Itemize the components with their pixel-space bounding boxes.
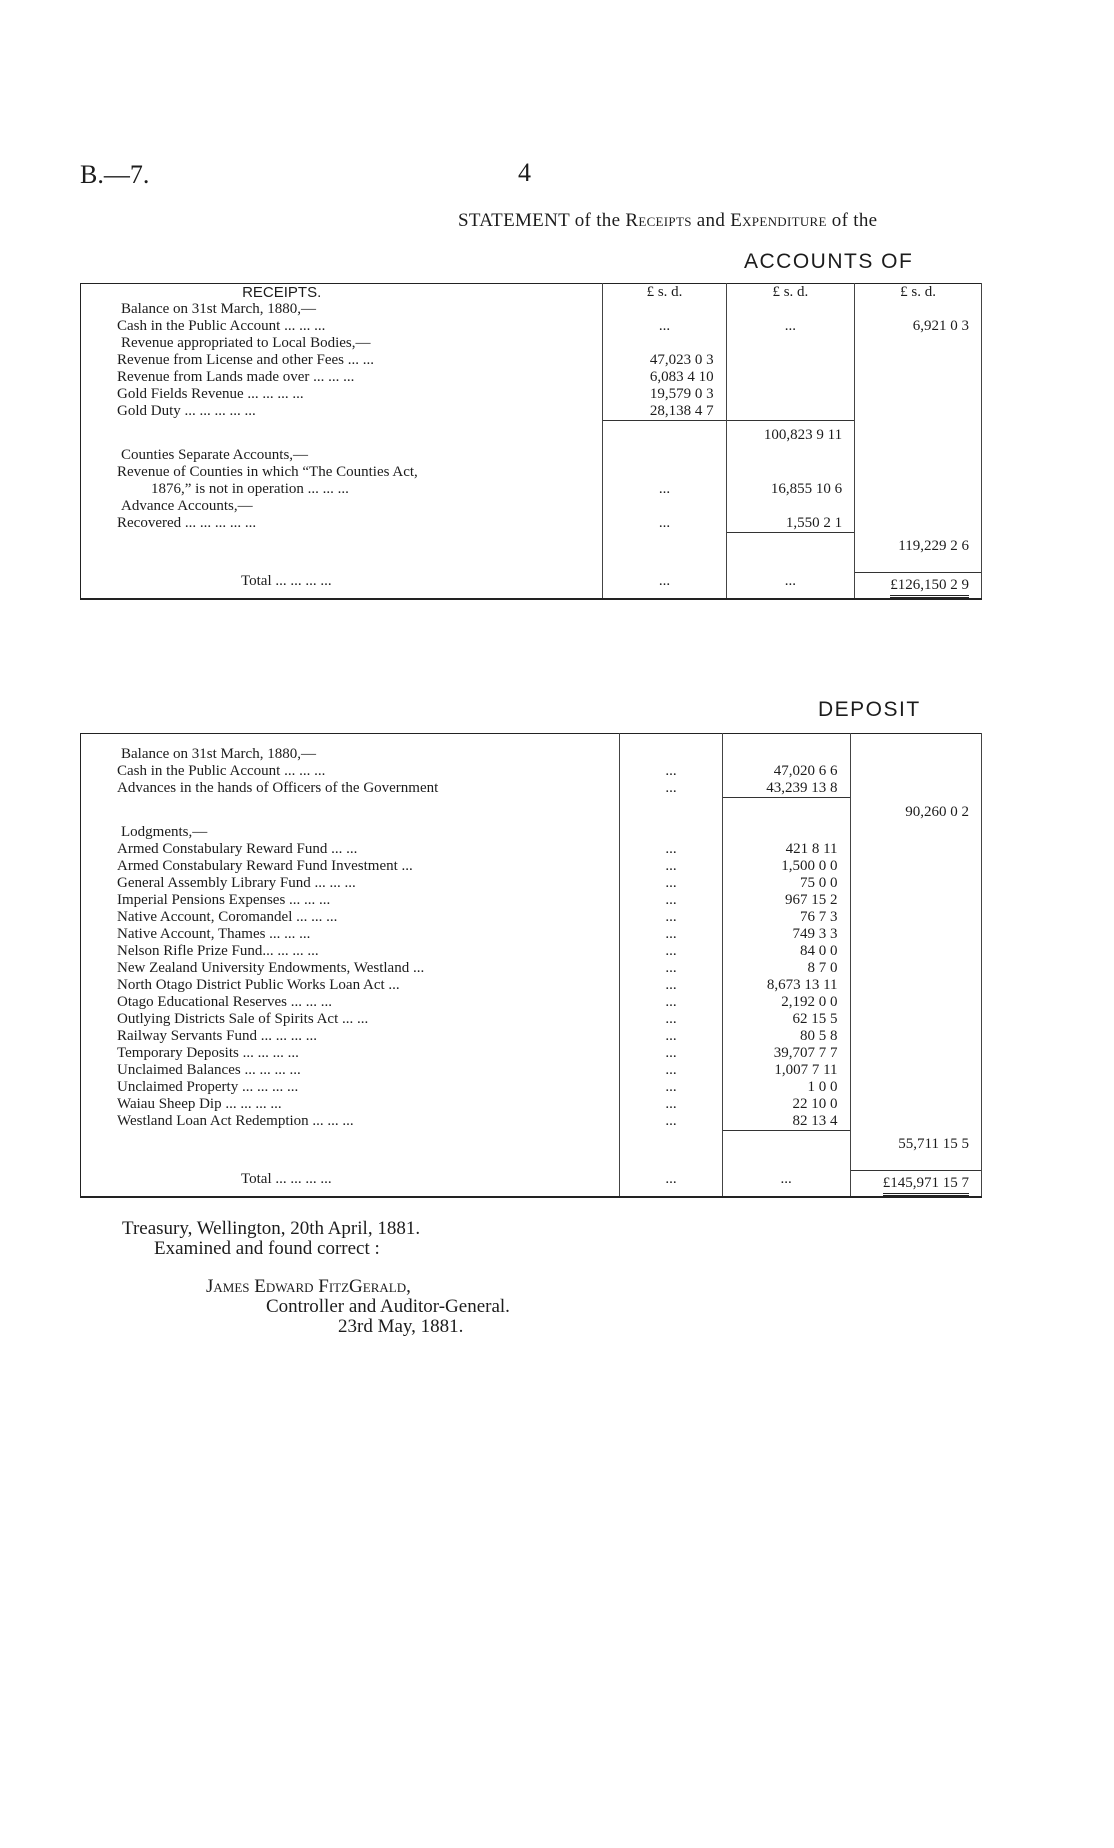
row-label: Westland Loan Act Redemption ... ... ... [81, 1113, 620, 1131]
row-value-2: 16,855 10 6 [726, 481, 854, 498]
spacer-row [81, 558, 982, 573]
row-value-2 [726, 498, 854, 515]
row-value-2: ... [726, 318, 854, 335]
grand-total-cell [850, 1171, 981, 1198]
row-label: Revenue appropriated to Local Bodies,— [81, 335, 603, 352]
table-row [81, 421, 982, 447]
total-value-2: ... [722, 1171, 850, 1198]
row-value-3 [850, 1079, 981, 1096]
row-value-3 [850, 824, 981, 841]
row-value-3: 119,229 2 6 [855, 532, 982, 558]
row-value-3 [855, 498, 982, 515]
page-number: 4 [518, 158, 531, 187]
row-value-3 [855, 481, 982, 498]
row-value-2: 8,673 13 11 [722, 977, 850, 994]
deposit-title: DEPOSIT [818, 698, 921, 721]
row-value-1: ... [620, 780, 722, 798]
row-value-3 [850, 977, 981, 994]
table-row [81, 926, 982, 943]
row-label: Revenue from License and other Fees ... ... [81, 352, 603, 369]
row-value-1: ... [620, 875, 722, 892]
total-row [81, 573, 982, 600]
table-row [81, 481, 982, 498]
row-label: North Otago District Public Works Loan Act ... [81, 977, 620, 994]
table-row [81, 824, 982, 841]
row-value-3 [855, 447, 982, 464]
table-row [81, 875, 982, 892]
row-value-1: ... [620, 1062, 722, 1079]
table-row [81, 1028, 982, 1045]
row-value-2: 76 7 3 [722, 909, 850, 926]
row-label: Native Account, Thames ... ... ... [81, 926, 620, 943]
row-label: General Assembly Library Fund ... ... ... [81, 875, 620, 892]
row-value-3 [850, 909, 981, 926]
row-value-1 [620, 1130, 722, 1156]
table-row [81, 892, 982, 909]
table-row [81, 909, 982, 926]
row-value-2 [726, 301, 854, 318]
row-label: Outlying Districts Sale of Spirits Act ... ... [81, 1011, 620, 1028]
receipts-column-header: RECEIPTS. [81, 284, 603, 302]
row-value-2: 967 15 2 [722, 892, 850, 909]
row-value-2: 84 0 0 [722, 943, 850, 960]
row-value-3 [855, 515, 982, 533]
table-row [81, 746, 982, 763]
row-value-3 [850, 1028, 981, 1045]
total-value-2: ... [726, 573, 854, 600]
row-value-1 [620, 824, 722, 841]
statement-prefix: STATEMENT of the [458, 210, 621, 231]
row-label: Imperial Pensions Expenses ... ... ... [81, 892, 620, 909]
row-value-1: ... [620, 943, 722, 960]
table-row [81, 1045, 982, 1062]
row-value-1 [603, 301, 726, 318]
row-value-3 [850, 960, 981, 977]
row-value-2 [726, 386, 854, 403]
table-row [81, 352, 982, 369]
footer-signed-date: 23rd May, 1881. [338, 1316, 464, 1337]
grand-total-cell [855, 573, 982, 600]
row-label: Armed Constabulary Reward Fund Investment ... [81, 858, 620, 875]
row-label: Recovered ... ... ... ... ... [81, 515, 603, 533]
row-value-2 [722, 824, 850, 841]
row-value-2 [726, 464, 854, 481]
table-row [81, 1113, 982, 1131]
row-value-1: ... [620, 892, 722, 909]
row-value-1: ... [603, 515, 726, 533]
table-row [81, 798, 982, 824]
row-value-2: 80 5 8 [722, 1028, 850, 1045]
row-value-1: ... [603, 318, 726, 335]
row-value-1: ... [620, 858, 722, 875]
row-value-1 [603, 335, 726, 352]
row-value-1: ... [620, 1028, 722, 1045]
row-value-2 [726, 369, 854, 386]
row-value-2: 8 7 0 [722, 960, 850, 977]
table-row [81, 532, 982, 558]
row-value-1: ... [620, 1113, 722, 1131]
unit-header-1: £ s. d. [603, 284, 726, 302]
row-value-1: ... [620, 841, 722, 858]
row-value-1: ... [620, 1096, 722, 1113]
row-value-3 [850, 746, 981, 763]
spacer-row [81, 1156, 982, 1171]
row-value-3 [850, 892, 981, 909]
row-label: Balance on 31st March, 1880,— [81, 746, 620, 763]
table-row [81, 301, 982, 318]
total-label: Total ... ... ... ... [81, 573, 603, 600]
table-row [81, 1130, 982, 1156]
row-value-1: ... [620, 960, 722, 977]
row-value-3 [855, 369, 982, 386]
table-row [81, 858, 982, 875]
row-value-2: 1,550 2 1 [726, 515, 854, 533]
row-value-2: 421 8 11 [722, 841, 850, 858]
table-row [81, 1062, 982, 1079]
row-label: Otago Educational Reserves ... ... ... [81, 994, 620, 1011]
table-row [81, 447, 982, 464]
footer-place-date: Treasury, Wellington, 20th April, 1881. [122, 1218, 421, 1239]
table-row [81, 841, 982, 858]
table-row [81, 318, 982, 335]
row-label [81, 798, 620, 824]
row-label: Revenue from Lands made over ... ... ... [81, 369, 603, 386]
row-value-3 [850, 1062, 981, 1079]
row-value-1: ... [620, 977, 722, 994]
row-value-2: 62 15 5 [722, 1011, 850, 1028]
row-value-1: ... [620, 763, 722, 780]
row-value-1 [603, 498, 726, 515]
row-value-2 [722, 746, 850, 763]
row-value-3 [850, 841, 981, 858]
row-label: Native Account, Coromandel ... ... ... [81, 909, 620, 926]
row-value-3 [850, 926, 981, 943]
row-value-1: ... [603, 481, 726, 498]
footer-examined: Examined and found correct : [154, 1238, 380, 1259]
table-row [81, 369, 982, 386]
table-row [81, 1079, 982, 1096]
row-label: New Zealand University Endowments, Westland ... [81, 960, 620, 977]
deposit-table [80, 733, 982, 1198]
footer-signatory-title: Controller and Auditor-General. [266, 1296, 510, 1317]
footer-signatory: James Edward FitzGerald, [206, 1276, 411, 1297]
row-value-2: 39,707 7 7 [722, 1045, 850, 1062]
total-value-1: ... [603, 573, 726, 600]
row-label [81, 421, 603, 447]
row-value-3 [850, 994, 981, 1011]
grand-total-value: £126,150 2 9 [890, 577, 969, 598]
row-label: 1876,” is not in operation ... ... ... [81, 481, 603, 498]
row-value-1: 47,023 0 3 [603, 352, 726, 369]
row-value-2: 2,192 0 0 [722, 994, 850, 1011]
row-label: Advance Accounts,— [81, 498, 603, 515]
row-value-2: 1,007 7 11 [722, 1062, 850, 1079]
row-value-3 [850, 1096, 981, 1113]
row-label: Counties Separate Accounts,— [81, 447, 603, 464]
row-value-3 [855, 335, 982, 352]
table-row [81, 780, 982, 798]
row-label: Gold Fields Revenue ... ... ... ... [81, 386, 603, 403]
statement-receipts: Receipts [625, 210, 692, 231]
row-value-3 [850, 1113, 981, 1131]
spacer-row [81, 734, 982, 747]
row-value-1 [603, 464, 726, 481]
column-header-row [81, 284, 982, 302]
row-value-3 [855, 421, 982, 447]
row-value-3 [855, 464, 982, 481]
total-row [81, 1171, 982, 1198]
row-value-3: 6,921 0 3 [855, 318, 982, 335]
row-value-2 [726, 447, 854, 464]
row-value-1: 6,083 4 10 [603, 369, 726, 386]
row-label: Temporary Deposits ... ... ... ... [81, 1045, 620, 1062]
row-value-2: 47,020 6 6 [722, 763, 850, 780]
document-reference: B.—7. [80, 160, 150, 189]
table-row [81, 498, 982, 515]
row-value-2: 22 10 0 [722, 1096, 850, 1113]
row-value-1: 28,138 4 7 [603, 403, 726, 421]
row-label: Nelson Rifle Prize Fund... ... ... ... [81, 943, 620, 960]
table-row [81, 960, 982, 977]
statement-and: and [696, 210, 726, 231]
row-value-3 [850, 858, 981, 875]
row-value-1: ... [620, 994, 722, 1011]
row-value-3 [850, 780, 981, 798]
row-value-3 [855, 352, 982, 369]
grand-total-value: £145,971 15 7 [883, 1175, 969, 1196]
row-value-2 [726, 403, 854, 421]
unit-header-3: £ s. d. [855, 284, 982, 302]
row-label: Cash in the Public Account ... ... ... [81, 763, 620, 780]
row-value-1 [603, 532, 726, 558]
row-label: Unclaimed Balances ... ... ... ... [81, 1062, 620, 1079]
total-label: Total ... ... ... ... [81, 1171, 620, 1198]
row-value-2: 82 13 4 [722, 1113, 850, 1131]
row-label: Lodgments,— [81, 824, 620, 841]
row-value-3: 55,711 15 5 [850, 1130, 981, 1156]
row-value-2 [722, 798, 850, 824]
row-value-1: ... [620, 1011, 722, 1028]
row-label: Waiau Sheep Dip ... ... ... ... [81, 1096, 620, 1113]
row-value-2 [726, 532, 854, 558]
table-row [81, 943, 982, 960]
table-row [81, 1096, 982, 1113]
row-label: Railway Servants Fund ... ... ... ... [81, 1028, 620, 1045]
row-value-1: ... [620, 1079, 722, 1096]
total-value-1: ... [620, 1171, 722, 1198]
row-value-2 [722, 1130, 850, 1156]
row-value-1: 19,579 0 3 [603, 386, 726, 403]
row-value-3 [850, 1011, 981, 1028]
row-value-3: 90,260 0 2 [850, 798, 981, 824]
row-value-3 [850, 1045, 981, 1062]
accounts-table [80, 283, 982, 600]
row-value-3 [855, 301, 982, 318]
row-label: Cash in the Public Account ... ... ... [81, 318, 603, 335]
row-label: Revenue of Counties in which “The Counties Act, [81, 464, 603, 481]
table-row [81, 464, 982, 481]
statement-expenditure: Expenditure [730, 210, 827, 231]
row-label: Balance on 31st March, 1880,— [81, 301, 603, 318]
table-row [81, 335, 982, 352]
row-label: Advances in the hands of Officers of the Government [81, 780, 620, 798]
row-value-2: 43,239 13 8 [722, 780, 850, 798]
row-label: Gold Duty ... ... ... ... ... [81, 403, 603, 421]
table-row [81, 515, 982, 533]
table-row [81, 977, 982, 994]
table-row [81, 1011, 982, 1028]
row-label: Unclaimed Property ... ... ... ... [81, 1079, 620, 1096]
row-value-3 [850, 943, 981, 960]
row-value-3 [855, 386, 982, 403]
statement-suffix: of the [831, 210, 878, 231]
row-value-1 [620, 798, 722, 824]
row-value-3 [850, 763, 981, 780]
statement-heading [458, 210, 877, 232]
unit-header-2: £ s. d. [726, 284, 854, 302]
row-label: Armed Constabulary Reward Fund ... ... [81, 841, 620, 858]
table-row [81, 403, 982, 421]
row-label [81, 1130, 620, 1156]
row-value-1 [603, 447, 726, 464]
row-value-2: 75 0 0 [722, 875, 850, 892]
table-row [81, 994, 982, 1011]
row-value-1 [620, 746, 722, 763]
row-value-2: 749 3 3 [722, 926, 850, 943]
row-value-3 [855, 403, 982, 421]
accounts-title: ACCOUNTS OF [744, 250, 914, 273]
table-row [81, 763, 982, 780]
row-value-1: ... [620, 1045, 722, 1062]
row-value-2 [726, 352, 854, 369]
row-value-1: ... [620, 909, 722, 926]
row-value-2 [726, 335, 854, 352]
row-label [81, 532, 603, 558]
row-value-2: 1,500 0 0 [722, 858, 850, 875]
row-value-1: ... [620, 926, 722, 943]
row-value-3 [850, 875, 981, 892]
row-value-1 [603, 421, 726, 447]
table-row [81, 386, 982, 403]
row-value-2: 1 0 0 [722, 1079, 850, 1096]
row-value-2: 100,823 9 11 [726, 421, 854, 447]
